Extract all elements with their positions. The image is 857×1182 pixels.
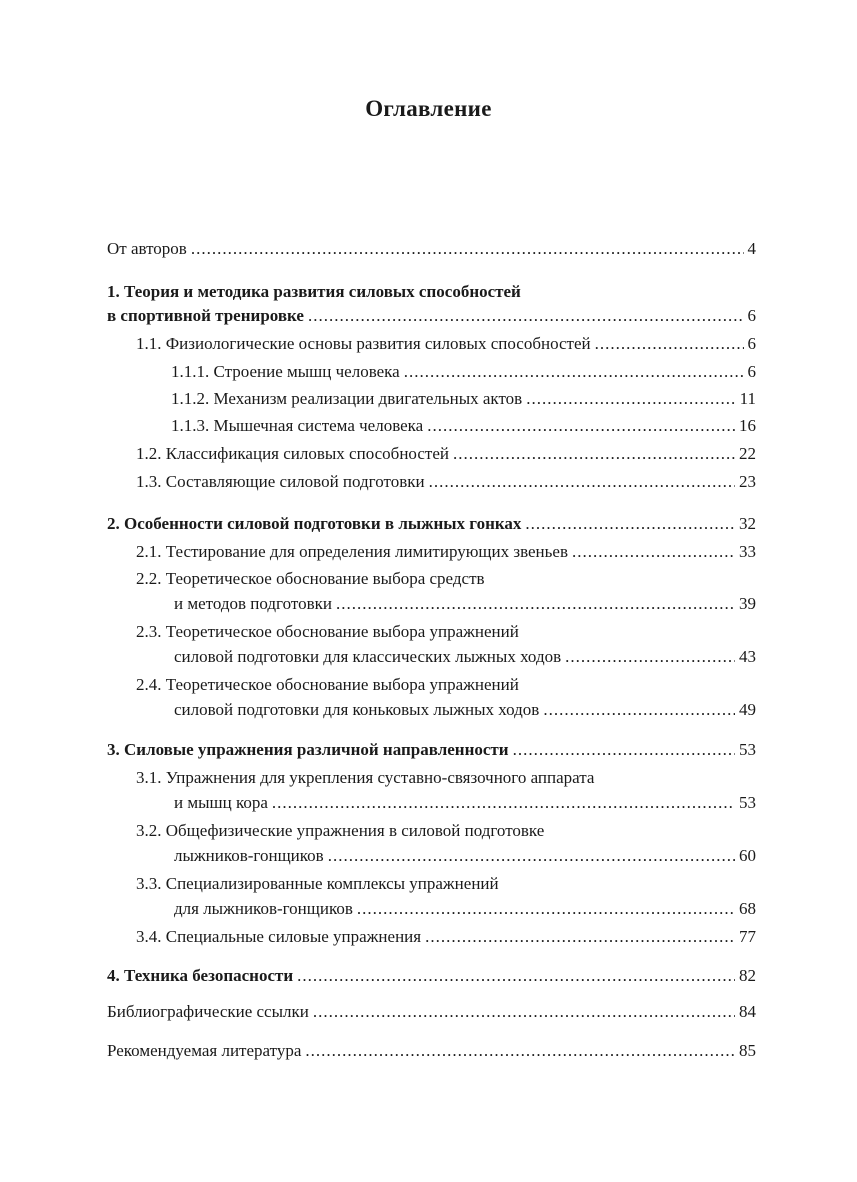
toc-entry-label: 4. Техника безопасности — [107, 966, 294, 985]
toc-entry-label: 3. Силовые упражнения различной направленности — [107, 740, 509, 759]
dot-leader — [272, 793, 735, 813]
dot-leader — [404, 362, 744, 382]
dot-leader — [305, 1041, 735, 1061]
toc-entry-2-3-line1[interactable]: 2.3. Теоретическое обоснование выбора упражнений — [136, 622, 519, 641]
dot-leader — [336, 594, 735, 614]
toc-page-number: 77 — [739, 927, 756, 946]
toc-entry-label: 1.1. Физиологические основы развития силовых способностей — [136, 334, 591, 353]
toc-page-number: 4 — [747, 239, 756, 258]
toc-page-number: 60 — [739, 846, 756, 865]
dot-leader — [297, 966, 735, 986]
toc-entry-label: силовой подготовки для коньковых лыжных ходов — [174, 700, 540, 719]
toc-page-number: 53 — [739, 793, 756, 812]
toc-entry-label: Рекомендуемая литература — [107, 1041, 302, 1060]
toc-entry-label: 1.3. Составляющие силовой подготовки — [136, 472, 425, 491]
toc-entry-3-2[interactable] — [174, 846, 756, 866]
toc-entry-label: 1.1.1. Строение мышц человека — [171, 362, 400, 381]
toc-page-number: 11 — [739, 389, 756, 408]
toc-page-number: 16 — [739, 416, 756, 435]
toc-page-number: 33 — [739, 542, 756, 561]
toc-entry-1-2[interactable] — [136, 444, 756, 464]
toc-page-number: 22 — [739, 444, 756, 463]
toc-entry-label: 3.4. Специальные силовые упражнения — [136, 927, 422, 946]
toc-entry-label: силовой подготовки для классических лыжных ходов — [174, 647, 562, 666]
toc-entry-chapter-1[interactable] — [107, 306, 756, 326]
toc-entry-3-3-line1[interactable]: 3.3. Специализированные комплексы упражнений — [136, 874, 499, 893]
toc-page-number: 82 — [739, 966, 756, 985]
toc-page-number: 39 — [739, 594, 756, 613]
dot-leader — [328, 846, 735, 866]
toc-entry-2-4-line1[interactable]: 2.4. Теоретическое обоснование выбора упражнений — [136, 675, 519, 694]
toc-page-number: 84 — [739, 1002, 756, 1021]
toc-entry-bibliography[interactable] — [107, 1002, 756, 1022]
toc-page-number: 49 — [739, 700, 756, 719]
toc-entry-chapter-2[interactable] — [107, 514, 756, 534]
toc-entry-1-1-2[interactable] — [171, 389, 756, 409]
toc-entry-3-1-line1[interactable]: 3.1. Упражнения для укрепления суставно-связочного аппарата — [136, 768, 595, 787]
toc-entry-label: 2.1. Тестирование для определения лимитирующих звеньев — [136, 542, 568, 561]
toc-entry-label: лыжников-гонщиков — [174, 846, 324, 865]
toc-entry-1-3[interactable] — [136, 472, 756, 492]
toc-entry-label: и мышц кора — [174, 793, 268, 812]
toc-entry-2-2[interactable] — [174, 594, 756, 614]
toc-entry-label: 2. Особенности силовой подготовки в лыжных гонках — [107, 514, 522, 533]
toc-page-number: 6 — [747, 334, 756, 353]
toc-page-number: 68 — [739, 899, 756, 918]
toc-entry-2-1[interactable] — [136, 542, 756, 562]
toc-entry-chapter-3[interactable] — [107, 740, 756, 760]
toc-entry-label: для лыжников-гонщиков — [174, 899, 353, 918]
toc-page-number: 53 — [739, 740, 756, 759]
dot-leader — [429, 472, 735, 492]
toc-chapter-1-title-line1[interactable]: 1. Теория и методика развития силовых способностей — [107, 282, 521, 301]
toc-entry-label: От авторов — [107, 239, 187, 258]
dot-leader — [191, 239, 744, 259]
toc-entry-2-2-line1[interactable]: 2.2. Теоретическое обоснование выбора средств — [136, 569, 485, 588]
toc-entry-recommended[interactable] — [107, 1041, 756, 1061]
dot-leader — [513, 740, 735, 760]
toc-entry-3-2-line1[interactable]: 3.2. Общефизические упражнения в силовой подготовке — [136, 821, 545, 840]
page-title: Оглавление — [365, 96, 492, 121]
toc-entry-authors[interactable] — [107, 239, 756, 259]
toc-page-number: 6 — [747, 362, 756, 381]
toc-entry-chapter-4[interactable] — [107, 966, 756, 986]
toc-entry-2-4[interactable] — [174, 700, 756, 720]
dot-leader — [526, 389, 735, 409]
dot-leader — [425, 927, 735, 947]
dot-leader — [427, 416, 735, 436]
toc-entry-2-3[interactable] — [174, 647, 756, 667]
toc-entry-1-1-3[interactable] — [171, 416, 756, 436]
dot-leader — [572, 542, 735, 562]
toc-entry-label: 1.1.2. Механизм реализации двигательных актов — [171, 389, 523, 408]
toc-entry-3-4[interactable] — [136, 927, 756, 947]
toc-page-number: 6 — [747, 306, 756, 325]
dot-leader — [313, 1002, 735, 1022]
toc-entry-3-1[interactable] — [174, 793, 756, 813]
toc-page-number: 85 — [739, 1041, 756, 1060]
dot-leader — [308, 306, 744, 326]
toc-page-number: 43 — [739, 647, 756, 666]
toc-page-number: 32 — [739, 514, 756, 533]
toc-entry-label: 1.1.3. Мышечная система человека — [171, 416, 424, 435]
toc-entry-label: в спортивной тренировке — [107, 306, 304, 325]
dot-leader — [525, 514, 735, 534]
toc-entry-1-1-1[interactable] — [171, 362, 756, 382]
toc-entry-label: 1.2. Классификация силовых способностей — [136, 444, 449, 463]
dot-leader — [595, 334, 744, 354]
dot-leader — [543, 700, 735, 720]
toc-page-number: 23 — [739, 472, 756, 491]
toc-entry-label: Библиографические ссылки — [107, 1002, 309, 1021]
dot-leader — [357, 899, 735, 919]
dot-leader — [565, 647, 735, 667]
toc-entry-1-1[interactable] — [136, 334, 756, 354]
toc-entry-3-3[interactable] — [174, 899, 756, 919]
dot-leader — [453, 444, 735, 464]
toc-entry-label: и методов подготовки — [174, 594, 332, 613]
